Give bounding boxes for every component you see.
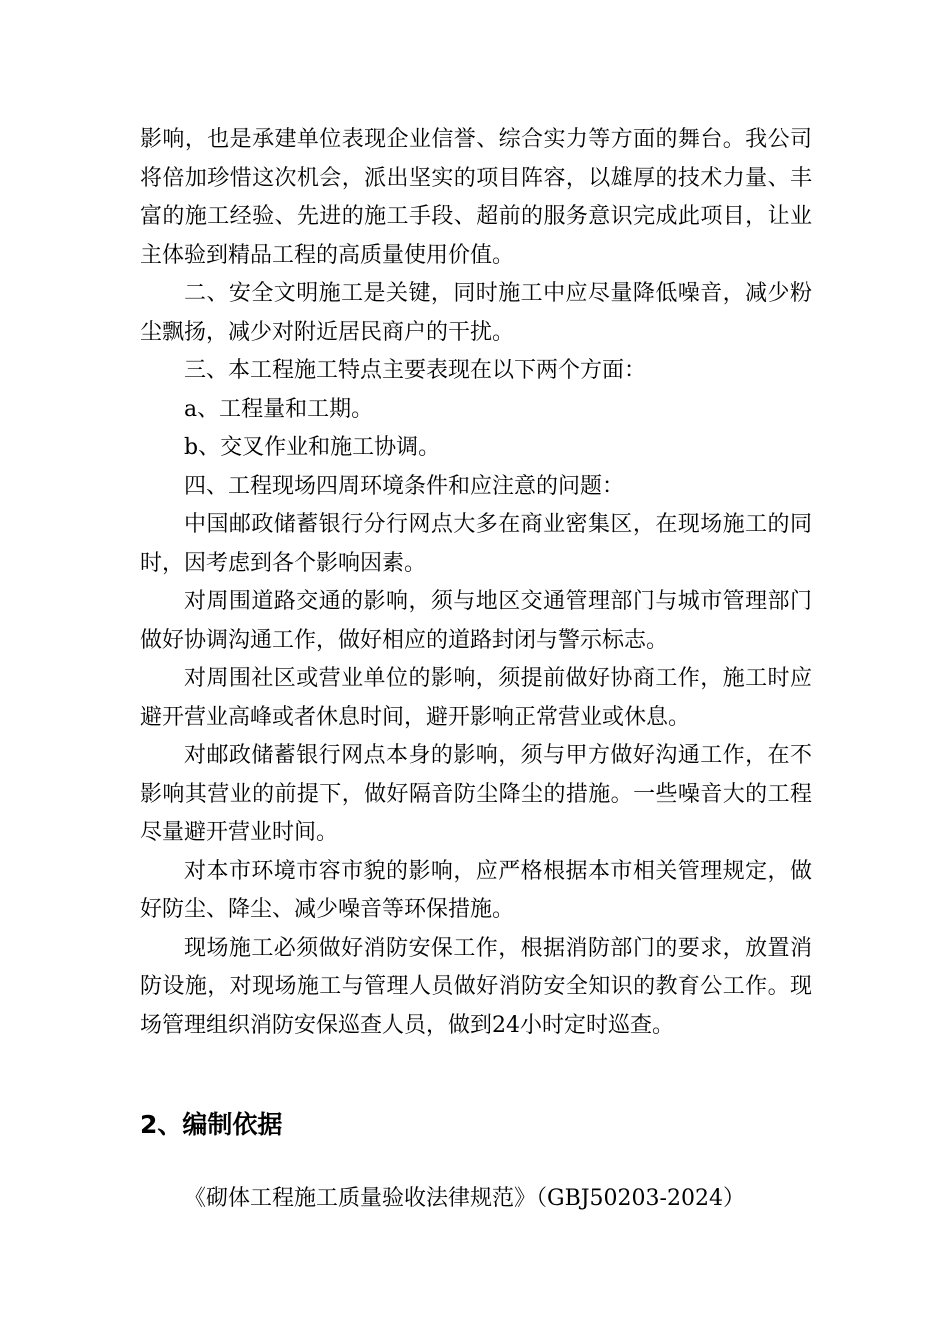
paragraph-bank-branch: 对邮政储蓄银行网点本身的影响，须与甲方做好沟通工作，在不影响其营业的前提下，做好隔音防尘降尘的措施。一些噪音大的工程尽量避开营业时间。 xyxy=(140,743,812,845)
paragraph-fire-safety: 现场施工必须做好消防安保工作，根据消防部门的要求，放置消防设施，对现场施工与管理人员做好消防安全知识的教育公工作。现场管理组织消防安保巡查人员，做到24小时定时巡查。 xyxy=(140,935,812,1038)
paragraph-item-four: 四、工程现场四周环境条件和应注意的问题： xyxy=(184,473,625,499)
paragraph-community: 对周围社区或营业单位的影响，须提前做好协商工作，施工时应避开营业高峰或者休息时间，避开影响正常营业或休息。 xyxy=(140,666,812,730)
paragraph-item-three: 三、本工程施工特点主要表现在以下两个方面： xyxy=(184,358,647,383)
body-text xyxy=(140,121,812,1045)
paragraph-sub-b: b、交叉作业和施工协调。 xyxy=(184,435,441,460)
paragraph-traffic: 对周围道路交通的影响，须与地区交通管理部门与城市管理部门做好协调沟通工作，做好相应的道路封闭与警示标志。 xyxy=(140,589,812,653)
reference-standard: 《砌体工程施工质量验收法律规范》（GBJ50203-2024） xyxy=(184,1186,745,1211)
section-heading: 2、编制依据 xyxy=(140,1110,283,1139)
paragraph-bank-location: 中国邮政储蓄银行分行网点大多在商业密集区，在现场施工的同时，因考虑到各个影响因素。 xyxy=(140,512,812,576)
paragraph-sub-a: a、工程量和工期。 xyxy=(184,396,374,422)
paragraph-environment: 对本市环境市容市貌的影响，应严格根据本市相关管理规定，做好防尘、降尘、减少噪音等环保措施。 xyxy=(140,858,812,922)
paragraph-intro-continuation: 影响，也是承建单位表现企业信誉、综合实力等方面的舞台。我公司将倍加珍惜这次机会，派出坚实的项目阵容，以雄厚的技术力量、丰富的施工经验、先进的施工手段、超前的服务意识完成此项目，让业主体验到精品工程的高质量使用价值。 xyxy=(140,127,812,268)
paragraph-item-two: 二、安全文明施工是关键，同时施工中应尽量降低噪音，减少粉尘飘扬，减少对附近居民商户的干扰。 xyxy=(140,281,812,345)
